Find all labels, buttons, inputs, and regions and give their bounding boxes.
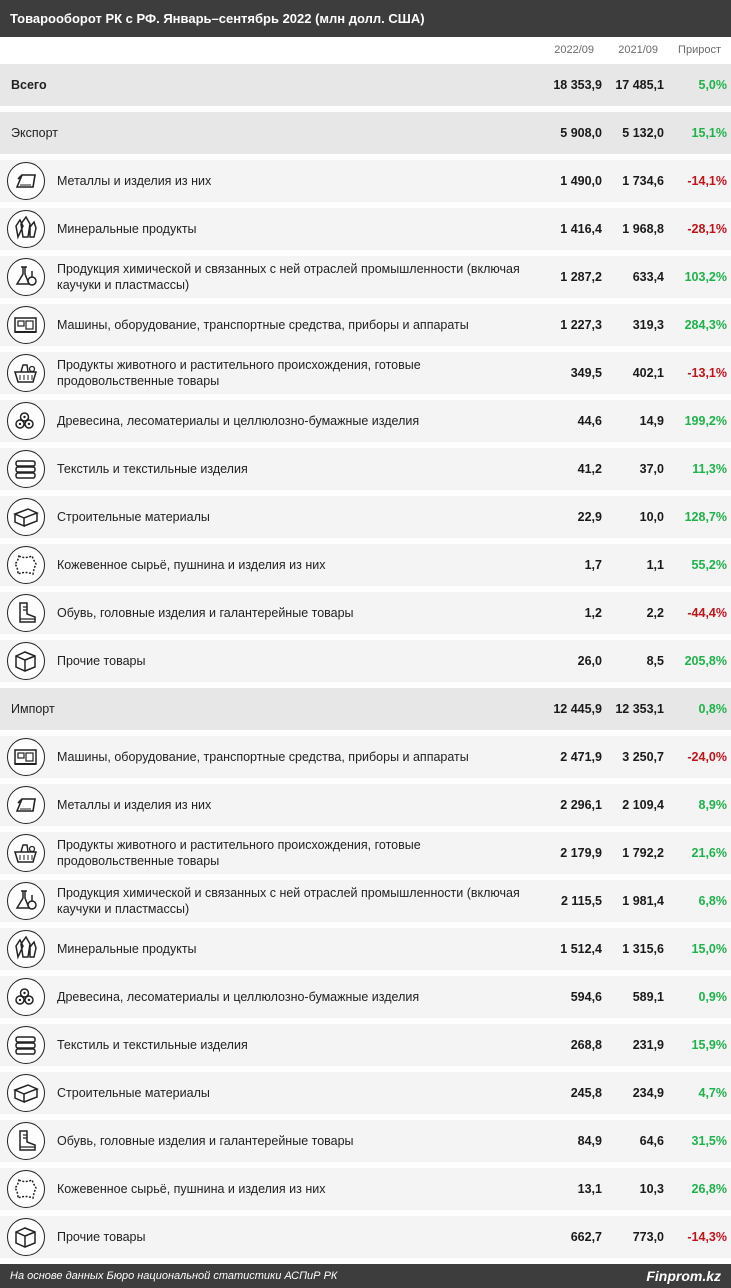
value-2022: 1 512,4 [560, 942, 602, 956]
table-row [0, 1120, 731, 1162]
growth-value: 0,9% [698, 990, 727, 1004]
growth-value: 103,2% [684, 270, 727, 284]
textile-stack-icon [7, 1026, 45, 1064]
value-2022: 1,7 [584, 558, 602, 572]
table-row [0, 544, 731, 586]
growth-value: 284,3% [684, 318, 727, 332]
footer [0, 1264, 731, 1288]
leather-hide-icon [7, 546, 45, 584]
table-row [0, 784, 731, 826]
column-2022: 2022/09 [554, 44, 594, 56]
box-icon [7, 642, 45, 680]
row-label: Всего [11, 78, 47, 92]
growth-value: 21,6% [691, 846, 727, 860]
value-2021: 319,3 [632, 318, 664, 332]
growth-value: 15,1% [691, 126, 727, 140]
growth-value: -44,4% [687, 606, 727, 620]
timber-logs-icon [7, 978, 45, 1016]
boot-icon [7, 1122, 45, 1160]
machinery-icon [7, 306, 45, 344]
row-label: Текстиль и текстильные изделия [57, 462, 248, 476]
value-2021: 17 485,1 [615, 78, 664, 92]
row-label: Обувь, головные изделия и галантерейные товары [57, 606, 354, 620]
row-label: Текстиль и текстильные изделия [57, 1038, 248, 1052]
table-row [0, 304, 731, 346]
growth-value: 11,3% [692, 462, 727, 476]
metal-ingot-icon [7, 786, 45, 824]
row-label: Продукты животного и растительного происхождения, готовые продовольственные товары [57, 838, 421, 868]
value-2022: 268,8 [570, 1038, 602, 1052]
value-2021: 1 968,8 [622, 222, 664, 236]
column-header [0, 37, 731, 63]
value-2021: 589,1 [632, 990, 664, 1004]
value-2021: 2 109,4 [622, 798, 664, 812]
box-icon [7, 1218, 45, 1256]
value-2022: 2 179,9 [560, 846, 602, 860]
growth-value: 4,7% [698, 1086, 727, 1100]
section-row [0, 688, 731, 730]
growth-value: -14,1% [687, 174, 727, 188]
brick-icon [7, 498, 45, 536]
value-2021: 1 315,6 [622, 942, 664, 956]
row-label: Минеральные продукты [57, 222, 197, 236]
growth-value: 6,8% [698, 894, 727, 908]
value-2022: 44,6 [577, 414, 602, 428]
value-2021: 37,0 [639, 462, 664, 476]
value-2021: 231,9 [632, 1038, 664, 1052]
growth-value: -28,1% [687, 222, 727, 236]
value-2021: 1 734,6 [622, 174, 664, 188]
growth-value: 5,0% [698, 78, 727, 92]
value-2021: 1 981,4 [622, 894, 664, 908]
value-2021: 10,0 [639, 510, 664, 524]
value-2022: 1 490,0 [560, 174, 602, 188]
table-row [0, 1216, 731, 1258]
growth-value: -24,0% [687, 750, 727, 764]
value-2022: 1 227,3 [560, 318, 602, 332]
value-2021: 14,9 [639, 414, 664, 428]
row-label: Металлы и изделия из них [57, 174, 212, 188]
textile-stack-icon [7, 450, 45, 488]
table-row [0, 448, 731, 490]
row-label: Строительные материалы [57, 510, 210, 524]
chart-title: Товарооборот РК с РФ. Январь–сентябрь 2022 (млн долл. США) [0, 0, 731, 37]
table-row [0, 400, 731, 442]
growth-value: 128,7% [684, 510, 727, 524]
table-row [0, 880, 731, 922]
row-label: Машины, оборудование, транспортные средства, приборы и аппараты [57, 750, 469, 764]
row-label: Продукция химической и связанных с ней отраслей промышленности (включая каучуки и пластмассы) [57, 886, 520, 916]
growth-value: 205,8% [684, 654, 727, 668]
food-basket-icon [7, 354, 45, 392]
row-label: Прочие товары [57, 1230, 146, 1244]
timber-logs-icon [7, 402, 45, 440]
table-row [0, 496, 731, 538]
value-2022: 18 353,9 [553, 78, 602, 92]
value-2022: 22,9 [577, 510, 602, 524]
table-row [0, 160, 731, 202]
row-label: Кожевенное сырьё, пушнина и изделия из них [57, 1182, 326, 1196]
value-2022: 349,5 [570, 366, 602, 380]
value-2021: 633,4 [632, 270, 664, 284]
value-2022: 1 416,4 [560, 222, 602, 236]
value-2022: 1 287,2 [560, 270, 602, 284]
table-row [0, 208, 731, 250]
value-2022: 84,9 [577, 1134, 602, 1148]
value-2022: 2 296,1 [560, 798, 602, 812]
value-2021: 234,9 [632, 1086, 664, 1100]
growth-value: -13,1% [687, 366, 727, 380]
table-row [0, 1072, 731, 1114]
crystals-icon [7, 210, 45, 248]
value-2021: 1 792,2 [622, 846, 664, 860]
growth-value: 55,2% [691, 558, 727, 572]
row-label: Прочие товары [57, 654, 146, 668]
row-label: Экспорт [11, 126, 58, 140]
value-2021: 12 353,1 [615, 702, 664, 716]
row-label: Металлы и изделия из них [57, 798, 212, 812]
value-2022: 594,6 [570, 990, 602, 1004]
value-2021: 8,5 [646, 654, 664, 668]
source-note: На основе данных Бюро национальной статистики АСПиР РК [10, 1270, 338, 1282]
machinery-icon [7, 738, 45, 776]
brick-icon [7, 1074, 45, 1112]
growth-value: 0,8% [698, 702, 727, 716]
value-2021: 773,0 [632, 1230, 664, 1244]
row-label: Древесина, лесоматериалы и целлюлозно-бумажные изделия [57, 990, 420, 1004]
table-row [0, 976, 731, 1018]
value-2021: 1,1 [646, 558, 664, 572]
row-label: Минеральные продукты [57, 942, 197, 956]
value-2022: 2 471,9 [560, 750, 602, 764]
value-2022: 13,1 [577, 1182, 602, 1196]
growth-value: 26,8% [691, 1182, 727, 1196]
brand-logo: Finprom.kz [646, 1268, 721, 1284]
chemistry-flask-icon [7, 882, 45, 920]
value-2021: 2,2 [646, 606, 664, 620]
column-growth: Прирост [678, 44, 721, 56]
table-row [0, 1168, 731, 1210]
value-2022: 12 445,9 [553, 702, 602, 716]
value-2022: 662,7 [570, 1230, 602, 1244]
table-row [0, 640, 731, 682]
value-2022: 26,0 [577, 654, 602, 668]
row-label: Строительные материалы [57, 1086, 210, 1100]
growth-value: -14,3% [687, 1230, 727, 1244]
crystals-icon [7, 930, 45, 968]
food-basket-icon [7, 834, 45, 872]
table-row [0, 352, 731, 394]
value-2021: 10,3 [639, 1182, 664, 1196]
metal-ingot-icon [7, 162, 45, 200]
row-label: Продукты животного и растительного происхождения, готовые продовольственные товары [57, 358, 421, 388]
value-2022: 5 908,0 [560, 126, 602, 140]
row-label: Древесина, лесоматериалы и целлюлозно-бумажные изделия [57, 414, 420, 428]
value-2022: 245,8 [570, 1086, 602, 1100]
value-2022: 41,2 [577, 462, 602, 476]
row-label: Обувь, головные изделия и галантерейные товары [57, 1134, 354, 1148]
growth-value: 199,2% [684, 414, 727, 428]
row-label: Импорт [11, 702, 55, 716]
table-row [0, 256, 731, 298]
total-row [0, 64, 731, 106]
value-2022: 2 115,5 [560, 894, 602, 908]
table-row [0, 832, 731, 874]
growth-value: 31,5% [691, 1134, 727, 1148]
growth-value: 8,9% [698, 798, 727, 812]
value-2021: 64,6 [639, 1134, 664, 1148]
table-row [0, 928, 731, 970]
value-2022: 1,2 [584, 606, 602, 620]
table-row [0, 736, 731, 778]
row-label: Продукция химической и связанных с ней отраслей промышленности (включая каучуки и пластмассы) [57, 262, 520, 292]
table-row [0, 1024, 731, 1066]
chemistry-flask-icon [7, 258, 45, 296]
growth-value: 15,0% [691, 942, 727, 956]
table-row [0, 592, 731, 634]
boot-icon [7, 594, 45, 632]
column-2021: 2021/09 [618, 44, 658, 56]
leather-hide-icon [7, 1170, 45, 1208]
value-2021: 3 250,7 [622, 750, 664, 764]
growth-value: 15,9% [691, 1038, 727, 1052]
section-row [0, 112, 731, 154]
value-2021: 5 132,0 [622, 126, 664, 140]
value-2021: 402,1 [632, 366, 664, 380]
row-label: Машины, оборудование, транспортные средства, приборы и аппараты [57, 318, 469, 332]
row-label: Кожевенное сырьё, пушнина и изделия из них [57, 558, 326, 572]
